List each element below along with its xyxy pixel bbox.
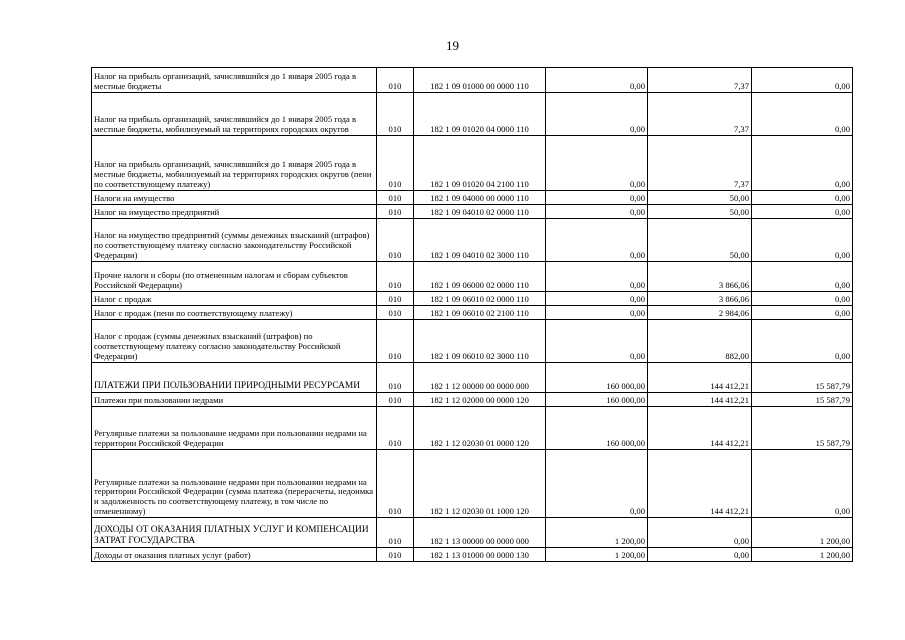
row-name: Налог на прибыль организаций, зачислявшийся до 1 января 2005 года в местные бюджеты, мобилизуемый на территориях городских округов (пени по соответствующему платежу): [92, 136, 377, 191]
row-executed: 3 866,06: [648, 262, 752, 292]
row-code: 010: [377, 292, 414, 306]
table-row: [92, 219, 853, 262]
row-plan: 1 200,00: [546, 518, 648, 548]
table-body: [92, 68, 853, 562]
row-plan: 1 200,00: [546, 548, 648, 562]
row-name: Налог на имущество предприятий (суммы денежных взысканий (штрафов) по соответствующему платежу согласно законодательству Российской Федерации): [92, 219, 377, 262]
row-code: 010: [377, 363, 414, 393]
row-remainder: 15 587,79: [752, 407, 853, 450]
row-code: 010: [377, 93, 414, 136]
row-kbk: 182 1 13 00000 00 0000 000: [414, 518, 546, 548]
row-remainder: 0,00: [752, 205, 853, 219]
row-code: 010: [377, 191, 414, 205]
row-plan: 0,00: [546, 191, 648, 205]
row-executed: 144 412,21: [648, 450, 752, 518]
row-name: ПЛАТЕЖИ ПРИ ПОЛЬЗОВАНИИ ПРИРОДНЫМИ РЕСУРСАМИ: [92, 363, 377, 393]
row-kbk: 182 1 09 04010 02 3000 110: [414, 219, 546, 262]
row-remainder: 0,00: [752, 292, 853, 306]
row-kbk: 182 1 09 04000 00 0000 110: [414, 191, 546, 205]
row-executed: 3 866,06: [648, 292, 752, 306]
table-row: [92, 363, 853, 393]
row-kbk: 182 1 12 02000 00 0000 120: [414, 393, 546, 407]
row-code: 010: [377, 393, 414, 407]
row-executed: 882,00: [648, 320, 752, 363]
row-name: Налог с продаж: [92, 292, 377, 306]
table-row: [92, 136, 853, 191]
row-kbk: 182 1 09 01020 04 0000 110: [414, 93, 546, 136]
row-kbk: 182 1 09 06010 02 2100 110: [414, 306, 546, 320]
row-plan: 160 000,00: [546, 407, 648, 450]
row-remainder: 0,00: [752, 191, 853, 205]
table-row: [92, 68, 853, 93]
row-name: Налог с продаж (суммы денежных взысканий (штрафов) по соответствующему платежу согласно законодательству Российской Федерации): [92, 320, 377, 363]
row-name: Доходы от оказания платных услуг (работ): [92, 548, 377, 562]
table-row: [92, 191, 853, 205]
row-code: 010: [377, 262, 414, 292]
row-executed: 0,00: [648, 548, 752, 562]
row-plan: 160 000,00: [546, 393, 648, 407]
row-executed: 144 412,21: [648, 407, 752, 450]
row-remainder: 0,00: [752, 68, 853, 93]
row-plan: 0,00: [546, 306, 648, 320]
row-plan: 0,00: [546, 136, 648, 191]
table-row: [92, 306, 853, 320]
page-number: 19: [446, 38, 459, 53]
table-row: [92, 518, 853, 548]
table-row: [92, 292, 853, 306]
row-kbk: 182 1 12 02030 01 1000 120: [414, 450, 546, 518]
row-kbk: 182 1 13 01000 00 0000 130: [414, 548, 546, 562]
table-row: [92, 93, 853, 136]
row-code: 010: [377, 407, 414, 450]
row-executed: 144 412,21: [648, 393, 752, 407]
row-plan: 0,00: [546, 68, 648, 93]
row-plan: 0,00: [546, 320, 648, 363]
table-row: [92, 205, 853, 219]
row-code: 010: [377, 68, 414, 93]
row-name: Налог на прибыль организаций, зачислявшийся до 1 января 2005 года в местные бюджеты, мобилизуемый на территориях городских округов: [92, 93, 377, 136]
row-remainder: 0,00: [752, 219, 853, 262]
row-executed: 7,37: [648, 136, 752, 191]
row-remainder: 0,00: [752, 320, 853, 363]
row-kbk: 182 1 09 06010 02 0000 110: [414, 292, 546, 306]
row-code: 010: [377, 306, 414, 320]
row-executed: 50,00: [648, 205, 752, 219]
table-row: [92, 320, 853, 363]
row-code: 010: [377, 518, 414, 548]
row-code: 010: [377, 136, 414, 191]
row-remainder: 1 200,00: [752, 548, 853, 562]
row-remainder: 1 200,00: [752, 518, 853, 548]
row-remainder: 0,00: [752, 450, 853, 518]
row-executed: 7,37: [648, 93, 752, 136]
row-remainder: 0,00: [752, 262, 853, 292]
row-name: Платежи при пользовании недрами: [92, 393, 377, 407]
row-kbk: 182 1 12 00000 00 0000 000: [414, 363, 546, 393]
row-name: Регулярные платежи за пользование недрами при пользовании недрами на территории Российской Федерации (сумма платежа (перерасчеты, недоимка и задолженность по соответствующему платежу, в том числе по отмененному): [92, 450, 377, 518]
row-name: Налог с продаж (пени по соответствующему платежу): [92, 306, 377, 320]
table-row: [92, 450, 853, 518]
row-code: 010: [377, 219, 414, 262]
row-remainder: 15 587,79: [752, 393, 853, 407]
row-executed: 0,00: [648, 518, 752, 548]
row-plan: 0,00: [546, 450, 648, 518]
row-plan: 0,00: [546, 219, 648, 262]
table-row: [92, 262, 853, 292]
table-row: [92, 393, 853, 407]
row-remainder: 0,00: [752, 93, 853, 136]
row-executed: 7,37: [648, 68, 752, 93]
row-plan: 0,00: [546, 205, 648, 219]
row-code: 010: [377, 320, 414, 363]
row-name: Налоги на имущество: [92, 191, 377, 205]
row-executed: 2 984,06: [648, 306, 752, 320]
row-code: 010: [377, 548, 414, 562]
table-row: [92, 407, 853, 450]
row-plan: 0,00: [546, 292, 648, 306]
row-executed: 50,00: [648, 191, 752, 205]
row-kbk: 182 1 12 02030 01 0000 120: [414, 407, 546, 450]
row-kbk: 182 1 09 06000 02 0000 110: [414, 262, 546, 292]
row-code: 010: [377, 205, 414, 219]
row-plan: 160 000,00: [546, 363, 648, 393]
row-kbk: 182 1 09 01020 04 2100 110: [414, 136, 546, 191]
row-remainder: 0,00: [752, 306, 853, 320]
row-executed: 50,00: [648, 219, 752, 262]
row-name: Налог на имущество предприятий: [92, 205, 377, 219]
row-name: Регулярные платежи за пользование недрами при пользовании недрами на территории Российской Федерации: [92, 407, 377, 450]
row-name: Налог на прибыль организаций, зачислявшийся до 1 января 2005 года в местные бюджеты: [92, 68, 377, 93]
row-kbk: 182 1 09 06010 02 3000 110: [414, 320, 546, 363]
budget-report-table: [91, 67, 853, 562]
row-remainder: 0,00: [752, 136, 853, 191]
row-kbk: 182 1 09 01000 00 0000 110: [414, 68, 546, 93]
row-name: ДОХОДЫ ОТ ОКАЗАНИЯ ПЛАТНЫХ УСЛУГ И КОМПЕНСАЦИИ ЗАТРАТ ГОСУДАРСТВА: [92, 518, 377, 548]
row-code: 010: [377, 450, 414, 518]
row-remainder: 15 587,79: [752, 363, 853, 393]
row-name: Прочие налоги и сборы (по отмененным налогам и сборам субъектов Российской Федерации): [92, 262, 377, 292]
row-kbk: 182 1 09 04010 02 0000 110: [414, 205, 546, 219]
row-executed: 144 412,21: [648, 363, 752, 393]
row-plan: 0,00: [546, 262, 648, 292]
row-plan: 0,00: [546, 93, 648, 136]
table-row: [92, 548, 853, 562]
